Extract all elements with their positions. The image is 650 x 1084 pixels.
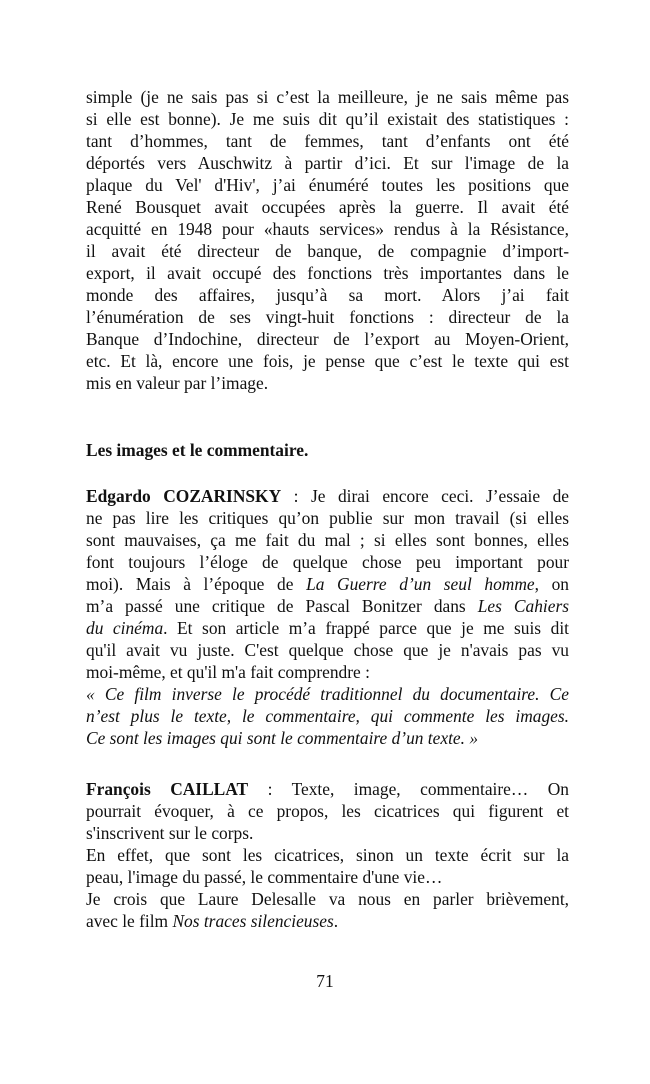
text-line (86, 705, 569, 727)
text-run: si elle est bonne). Je me suis dit qu’il existait des statistiques : (86, 109, 569, 129)
text-line (86, 910, 569, 932)
text-line (86, 844, 569, 866)
text-run: sont mauvaises, ça me fait du mal ; si elles sont bonnes, elles (86, 530, 569, 550)
text-line (86, 485, 569, 507)
section-heading: Les images et le commentaire. (86, 440, 309, 460)
text-run: , on (534, 574, 569, 594)
text-run: il avait été directeur de banque, de compagnie d’import- (86, 241, 569, 261)
italic-text: Ce sont les images qui sont le commentaire d’un texte. » (86, 728, 479, 748)
text-line (86, 888, 569, 910)
text-run: : Je dirai encore ceci. J’essaie de (281, 486, 569, 506)
text-line (86, 507, 569, 529)
text-run: l’énumération de ses vingt-huit fonctions : directeur de la (86, 307, 569, 327)
speaker-name: Edgardo COZARINSKY (86, 486, 282, 506)
text-line (86, 617, 569, 639)
text-run: . Et son article m’a frappé parce que je me suis dit (163, 618, 569, 638)
text-line (86, 661, 569, 683)
text-line (86, 240, 569, 262)
text-line (86, 262, 569, 284)
italic-text: Les Cahiers (477, 596, 569, 616)
text-run: Je crois que Laure Delesalle va nous en parler brièvement, (86, 889, 569, 909)
text-line (86, 595, 569, 617)
text-line (86, 866, 569, 888)
text-line (86, 152, 569, 174)
text-run: tant d’hommes, tant de femmes, tant d’enfants ont été (86, 131, 569, 151)
text-run: monde des affaires, jusqu’à sa mort. Alors j’ai fait (86, 285, 569, 305)
text-line (86, 350, 569, 372)
italic-text: du cinéma (86, 618, 164, 638)
text-line (86, 306, 569, 328)
text-line (86, 218, 569, 240)
speaker-name: François CAILLAT (86, 779, 249, 799)
paragraph-caillat (86, 778, 569, 932)
text-run: font toujours l’éloge de quelque chose peu important pour (86, 552, 569, 572)
text-run: moi-même, et qu'il m'a fait comprendre : (86, 662, 370, 682)
text-line (86, 683, 569, 705)
text-run: s'inscrivent sur le corps. (86, 823, 254, 843)
text-run: : Texte, image, commentaire… On (248, 779, 570, 799)
italic-text: La Guerre d’un seul homme (306, 574, 535, 594)
text-line (86, 800, 569, 822)
paragraph-bousquet (86, 86, 569, 394)
text-line (86, 328, 569, 350)
text-line (86, 284, 569, 306)
text-run: avec le film (86, 911, 173, 931)
text-run: peau, l'image du passé, le commentaire d'une vie… (86, 867, 443, 887)
text-run: etc. Et là, encore une fois, je pense que c’est le texte qui est (86, 351, 569, 371)
text-run: Banque d’Indochine, directeur de l’export au Moyen-Orient, (86, 329, 569, 349)
text-line (86, 529, 569, 551)
text-line (86, 822, 569, 844)
text-line (86, 727, 569, 749)
text-line (86, 778, 569, 800)
text-run: plaque du Vel' d'Hiv', j’ai énuméré toutes les positions que (86, 175, 569, 195)
text-run: moi). Mais à l’époque de (86, 574, 307, 594)
text-run: René Bousquet avait occupées après la guerre. Il avait été (86, 197, 569, 217)
text-line (86, 196, 569, 218)
text-run: export, il avait occupé des fonctions très importantes dans le (86, 263, 569, 283)
text-line (86, 174, 569, 196)
italic-text: « Ce film inverse le procédé traditionnel du documentaire. Ce (86, 684, 569, 704)
text-run: ne pas lire les critiques qu’on publie sur mon travail (si elles (86, 508, 569, 528)
text-line (86, 86, 569, 108)
text-run: déportés vers Auschwitz à partir d’ici. Et sur l'image de la (86, 153, 569, 173)
text-run: m’a passé une critique de Pascal Bonitzer dans (86, 596, 478, 616)
text-line (86, 372, 569, 394)
text-line (86, 108, 569, 130)
text-run: mis en valeur par l’image. (86, 373, 269, 393)
text-run: . (333, 911, 339, 931)
text-run: acquitté en 1948 pour «hauts services» rendus à la Résistance, (86, 219, 569, 239)
page-number: 71 (316, 971, 334, 991)
text-run: qu'il avait vu juste. C'est quelque chose que je n'avais pas vu (86, 640, 569, 660)
text-line (86, 130, 569, 152)
text-line (86, 639, 569, 661)
text-line (86, 573, 569, 595)
text-line (86, 551, 569, 573)
text-run: simple (je ne sais pas si c’est la meilleure, je ne sais même pas (86, 87, 569, 107)
italic-text: Nos traces silencieuses (172, 911, 334, 931)
text-run: En effet, que sont les cicatrices, sinon un texte écrit sur la (86, 845, 569, 865)
italic-text: n’est plus le texte, le commentaire, qui commente les images. (86, 706, 569, 726)
text-run: pourrait évoquer, à ce propos, les cicatrices qui figurent et (86, 801, 569, 821)
paragraph-cozarinsky (86, 485, 569, 749)
